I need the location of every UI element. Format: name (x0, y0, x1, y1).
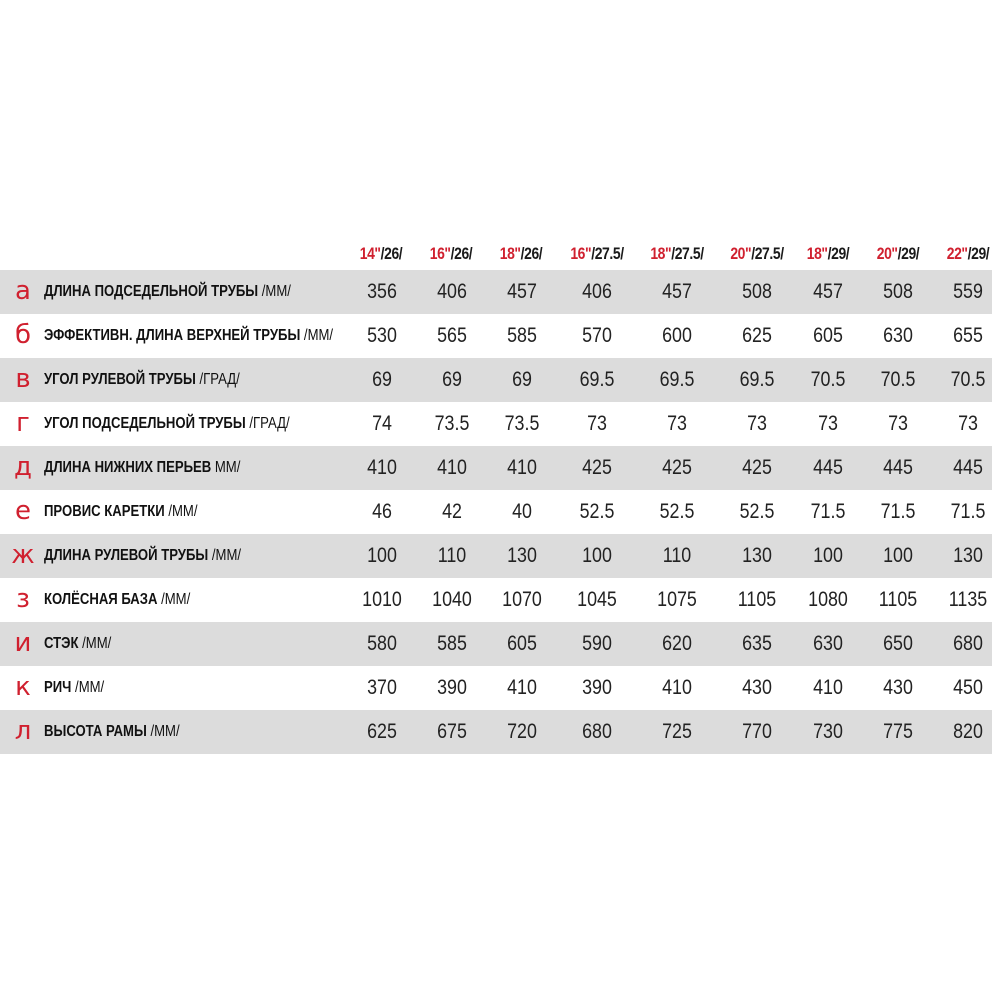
table-row (0, 402, 992, 446)
table-cell: 73 (747, 412, 767, 435)
row-label-name: ПРОВИС КАРЕТКИ (44, 503, 165, 520)
column-header (640, 244, 714, 264)
table-cell: 52.5 (739, 500, 775, 523)
row-label (44, 590, 190, 610)
table-cell: 69.5 (739, 368, 775, 391)
row-label-name: ВЫСОТА РАМЫ (44, 723, 147, 740)
table-cell: 605 (813, 324, 843, 347)
table-cell: 445 (813, 456, 843, 479)
row-label (44, 722, 180, 742)
table-cell: 1080 (808, 588, 848, 611)
table-row (0, 666, 992, 710)
table-cell: 1070 (502, 588, 542, 611)
table-cell: 425 (582, 456, 612, 479)
row-letter: л (14, 716, 32, 746)
table-cell: 590 (582, 632, 612, 655)
column-header-wheel: /26/ (380, 244, 403, 263)
row-label-name: ДЛИНА НИЖНИХ ПЕРЬЕВ (44, 459, 212, 476)
column-header-size: 18" (499, 244, 521, 263)
table-cell: 630 (813, 632, 843, 655)
table-cell: 100 (367, 544, 397, 567)
table-cell: 406 (582, 280, 612, 303)
table-cell: 73 (958, 412, 978, 435)
table-cell: 71.5 (880, 500, 916, 523)
column-header-wheel: /26/ (520, 244, 543, 263)
column-header-size: 18" (806, 244, 828, 263)
table-cell: 580 (367, 632, 397, 655)
row-label (44, 546, 241, 566)
table-cell: 71.5 (810, 500, 846, 523)
table-cell: 635 (742, 632, 772, 655)
table-row (0, 710, 992, 754)
table-cell: 585 (507, 324, 537, 347)
table-cell: 52.5 (659, 500, 695, 523)
row-letter: е (15, 496, 31, 526)
row-label-unit: /ГРАД/ (195, 371, 240, 388)
table-cell: 410 (813, 676, 843, 699)
column-header (484, 244, 558, 264)
table-cell: 508 (883, 280, 913, 303)
table-cell: 1105 (878, 588, 918, 611)
column-header-size: 18" (650, 244, 672, 263)
table-cell: 410 (507, 456, 537, 479)
table-cell: 625 (367, 720, 397, 743)
table-row (0, 314, 992, 358)
column-header-size: 14" (359, 244, 381, 263)
table-cell: 675 (437, 720, 467, 743)
table-cell: 356 (367, 280, 397, 303)
table-cell: 445 (883, 456, 913, 479)
table-cell: 73.5 (504, 412, 540, 435)
table-row (0, 490, 992, 534)
table-cell: 69.5 (659, 368, 695, 391)
table-cell: 1040 (432, 588, 472, 611)
column-header-size: 16" (570, 244, 592, 263)
table-row (0, 270, 992, 314)
table-cell: 457 (662, 280, 692, 303)
table-cell: 410 (507, 676, 537, 699)
row-label-unit: /ММ/ (164, 503, 198, 520)
table-cell: 620 (662, 632, 692, 655)
column-header-wheel: /26/ (450, 244, 473, 263)
column-header (861, 244, 935, 264)
row-label-name: ЭФФЕКТИВН. ДЛИНА ВЕРХНЕЙ ТРУБЫ (44, 327, 301, 344)
table-row (0, 622, 992, 666)
column-header (560, 244, 634, 264)
row-label-name: УГОЛ РУЛЕВОЙ ТРУБЫ (44, 371, 196, 388)
table-cell: 69 (512, 368, 532, 391)
table-cell: 457 (813, 280, 843, 303)
table-cell: 820 (953, 720, 983, 743)
table-cell: 73 (818, 412, 838, 435)
table-cell: 410 (367, 456, 397, 479)
table-cell: 600 (662, 324, 692, 347)
header-row (0, 236, 1000, 270)
table-cell: 390 (582, 676, 612, 699)
row-label-unit: /ММ/ (300, 327, 334, 344)
table-cell: 69 (372, 368, 392, 391)
table-cell: 70.5 (950, 368, 986, 391)
table-cell: 605 (507, 632, 537, 655)
table-cell: 130 (953, 544, 983, 567)
table-cell: 390 (437, 676, 467, 699)
table-cell: 46 (372, 500, 392, 523)
row-label (44, 414, 290, 434)
column-header-wheel: /29/ (967, 244, 990, 263)
table-cell: 130 (742, 544, 772, 567)
table-cell: 42 (442, 500, 462, 523)
row-letter: ж (11, 540, 35, 570)
table-row (0, 446, 992, 490)
table-cell: 655 (953, 324, 983, 347)
row-label (44, 326, 333, 346)
row-label-unit: /ММ/ (78, 635, 112, 652)
table-cell: 508 (742, 280, 772, 303)
row-label (44, 634, 111, 654)
table-cell: 370 (367, 676, 397, 699)
row-label (44, 282, 291, 302)
row-label (44, 458, 240, 478)
row-label-unit: /ГРАД/ (245, 415, 290, 432)
column-header-size: 20" (876, 244, 898, 263)
table-cell: 430 (742, 676, 772, 699)
table-cell: 69.5 (579, 368, 615, 391)
table-cell: 52.5 (579, 500, 615, 523)
table-cell: 1105 (737, 588, 777, 611)
table-cell: 100 (813, 544, 843, 567)
column-header-size: 20" (730, 244, 752, 263)
row-label (44, 370, 240, 390)
table-row (0, 578, 992, 622)
table-cell: 775 (883, 720, 913, 743)
column-header (931, 244, 1000, 264)
table-cell: 559 (953, 280, 983, 303)
table-cell: 1075 (657, 588, 697, 611)
table-cell: 425 (742, 456, 772, 479)
table-cell: 71.5 (950, 500, 986, 523)
row-letter: в (15, 364, 31, 394)
table-cell: 650 (883, 632, 913, 655)
row-letter: з (16, 584, 30, 614)
table-cell: 1045 (577, 588, 617, 611)
table-cell: 40 (512, 500, 532, 523)
table-cell: 445 (953, 456, 983, 479)
table-cell: 73 (587, 412, 607, 435)
table-cell: 630 (883, 324, 913, 347)
table-body (0, 270, 1000, 754)
row-letter: к (15, 672, 31, 702)
table-cell: 425 (662, 456, 692, 479)
table-cell: 74 (372, 412, 392, 435)
row-label (44, 678, 104, 698)
table-cell: 70.5 (810, 368, 846, 391)
column-header (344, 244, 418, 264)
table-cell: 73.5 (434, 412, 470, 435)
table-cell: 625 (742, 324, 772, 347)
table-cell: 406 (437, 280, 467, 303)
table-cell: 430 (883, 676, 913, 699)
geometry-table (0, 236, 1000, 754)
table-cell: 530 (367, 324, 397, 347)
row-label-unit: /ММ/ (146, 723, 180, 740)
table-cell: 770 (742, 720, 772, 743)
table-row (0, 358, 992, 402)
column-header-wheel: /27.5/ (751, 244, 784, 263)
table-cell: 130 (507, 544, 537, 567)
table-cell: 457 (507, 280, 537, 303)
row-label-unit: /ММ/ (208, 547, 242, 564)
column-header-size: 22" (946, 244, 968, 263)
row-letter: г (16, 408, 30, 438)
table-cell: 110 (437, 544, 467, 567)
row-label-name: РИЧ (44, 679, 72, 696)
column-header-wheel: /29/ (827, 244, 850, 263)
row-label-name: ДЛИНА РУЛЕВОЙ ТРУБЫ (44, 547, 209, 564)
table-cell: 450 (953, 676, 983, 699)
row-label-name: УГОЛ ПОДСЕДЕЛЬНОЙ ТРУБЫ (44, 415, 246, 432)
row-label-unit: /ММ/ (71, 679, 105, 696)
table-cell: 565 (437, 324, 467, 347)
table-cell: 680 (953, 632, 983, 655)
column-header-wheel: /27.5/ (591, 244, 624, 263)
column-header (720, 244, 794, 264)
row-label-name: СТЭК (44, 635, 79, 652)
table-cell: 69 (442, 368, 462, 391)
row-label-unit: /ММ/ (258, 283, 291, 300)
table-cell: 1135 (948, 588, 988, 611)
table-row (0, 534, 992, 578)
row-label-name: ДЛИНА ПОДСЕДЕЛЬНОЙ ТРУБЫ (44, 283, 259, 300)
table-cell: 570 (582, 324, 612, 347)
table-cell: 585 (437, 632, 467, 655)
table-cell: 1010 (362, 588, 402, 611)
column-header-wheel: /27.5/ (671, 244, 704, 263)
table-cell: 680 (582, 720, 612, 743)
column-header-size: 16" (429, 244, 451, 263)
table-cell: 70.5 (880, 368, 916, 391)
row-label-name: КОЛЁСНАЯ БАЗА (44, 591, 158, 608)
column-header (791, 244, 865, 264)
row-letter: и (14, 628, 32, 658)
row-label (44, 502, 197, 522)
table-cell: 100 (582, 544, 612, 567)
table-cell: 720 (507, 720, 537, 743)
table-cell: 730 (813, 720, 843, 743)
table-cell: 725 (662, 720, 692, 743)
row-letter: б (14, 320, 32, 350)
column-header-wheel: /29/ (897, 244, 920, 263)
column-header (414, 244, 488, 264)
row-letter: а (15, 276, 31, 306)
table-cell: 73 (888, 412, 908, 435)
table-cell: 410 (437, 456, 467, 479)
row-letter: д (14, 452, 32, 482)
table-cell: 100 (883, 544, 913, 567)
table-cell: 410 (662, 676, 692, 699)
table-cell: 73 (667, 412, 687, 435)
row-label-unit: /ММ/ (157, 591, 191, 608)
table-cell: 110 (662, 544, 692, 567)
row-label-unit: ММ/ (211, 459, 241, 476)
